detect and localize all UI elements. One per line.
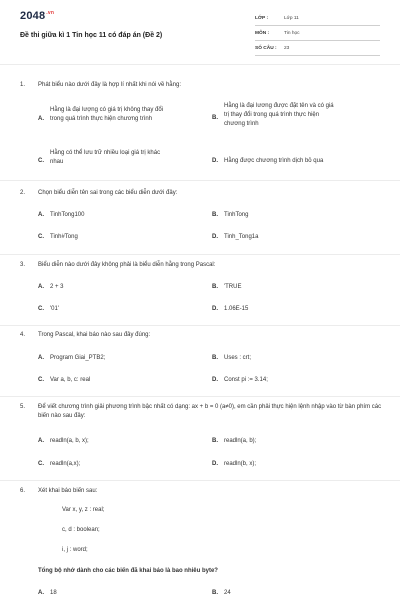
info-value: Tin học <box>284 31 300 36</box>
option-text: readln(b, x); <box>224 461 257 467</box>
info-label: LỚP : <box>255 16 269 21</box>
question-text: Chọn biểu diễn tên sai trong các biểu diễn dưới đây: <box>38 190 178 196</box>
option-letter: B. <box>212 590 218 596</box>
option-letter: D. <box>212 461 218 467</box>
question-number: 4. <box>20 332 26 338</box>
option-text: TinhTong <box>224 212 249 218</box>
option-line: Hằng được chương trình dịch bỏ qua <box>224 158 324 164</box>
option-line: nhau <box>50 159 64 165</box>
option-letter: B. <box>212 355 218 361</box>
question-prompt: Tổng bộ nhớ dành cho các biến đã khai báo là bao nhiêu byte? <box>38 568 218 574</box>
option-line: Hằng có thể lưu trữ nhiều loại giá trị khác <box>50 150 161 156</box>
option-text: 1.06E-15 <box>224 306 249 312</box>
option-letter: C. <box>38 306 44 312</box>
option-letter: D. <box>212 306 218 312</box>
option-text: Program Giai_PTB2; <box>50 355 106 361</box>
info-label: SỐ CÂU : <box>255 46 277 51</box>
page-header <box>0 0 400 64</box>
question-divider <box>0 480 400 481</box>
logo-sub: .vn <box>46 10 55 16</box>
option-letter: A. <box>38 116 44 122</box>
question-text: Để viết chương trình giải phương trình bậc nhất có dạng: ax + b = 0 (a≠0), em cần phải thực hiện lệnh nhập vào từ bàn phím các biến nào sau đây: <box>38 404 382 419</box>
option-letter: C. <box>38 234 44 240</box>
question-number: 5. <box>20 404 26 410</box>
option-letter: D. <box>212 377 218 383</box>
option-letter: A. <box>38 212 44 218</box>
option-letter: C. <box>38 158 44 164</box>
info-row-subject <box>255 26 380 41</box>
option-line: trong quá trình thực hiện chương trình <box>50 116 153 122</box>
option-letter: A. <box>38 590 44 596</box>
question-text: Phát biểu nào dưới đây là hợp lí nhất khi nói về hằng: <box>38 82 181 88</box>
option-letter: B. <box>212 284 218 290</box>
option-letter: A. <box>38 438 44 444</box>
page-title: Đề thi giữa kì 1 Tin học 11 có đáp án (Đề 2) <box>20 32 163 39</box>
info-row-class <box>255 11 380 26</box>
option-text: Var a, b, c: real <box>50 377 91 383</box>
option-line: Hằng là đại lương được đặt tên và có giá <box>224 103 334 109</box>
code-line: c, d : boolean; <box>62 527 100 533</box>
info-value: Lớp 11 <box>284 16 299 21</box>
question-text: Biểu diễn nào dưới đây không phải là biểu diễn hằng trong Pascal: <box>38 262 216 268</box>
info-label: MÔN : <box>255 31 270 36</box>
option-line: Hằng là đại lượng có giá trị không thay đổi <box>50 107 164 113</box>
code-line: i, j : word; <box>62 547 88 553</box>
question-divider <box>0 325 400 326</box>
option-letter: D. <box>212 158 218 164</box>
option-text: 2 + 3 <box>50 284 64 290</box>
option-text: 'TRUE <box>224 284 242 290</box>
option-letter: C. <box>38 461 44 467</box>
header-divider <box>0 64 400 65</box>
question-number: 1. <box>20 82 26 88</box>
info-value: 23 <box>284 46 290 51</box>
question-divider <box>0 254 400 255</box>
option-text: Tinh_Tong1a <box>224 234 259 240</box>
question-divider <box>0 180 400 181</box>
option-letter: B. <box>212 115 218 121</box>
option-letter: A. <box>38 355 44 361</box>
option-line: chương trình <box>224 121 259 127</box>
question-number: 6. <box>20 488 26 494</box>
logo-main: 2048 <box>20 10 46 22</box>
option-text: Const pi := 3.14; <box>224 377 268 383</box>
option-letter: D. <box>212 234 218 240</box>
option-letter: C. <box>38 377 44 383</box>
option-letter: A. <box>38 284 44 290</box>
option-text: readln(a, b); <box>224 438 257 444</box>
site-logo[interactable] <box>20 10 54 22</box>
question-number: 2. <box>20 190 26 196</box>
option-line: trị thay đổi trong quá trình thực hiện <box>224 112 320 118</box>
code-line: Var x, y, z : real; <box>62 507 105 513</box>
option-letter: B. <box>212 212 218 218</box>
info-row-count <box>255 41 380 56</box>
option-text: 18 <box>50 590 57 596</box>
option-text: TinhTong100 <box>50 212 85 218</box>
option-text: readln(a, b, x); <box>50 438 89 444</box>
option-text: '01' <box>50 306 59 312</box>
question-text: Trong Pascal, khai báo nào sau đây đúng: <box>38 332 151 338</box>
option-text: readln(a,x); <box>50 461 81 467</box>
option-letter: B. <box>212 438 218 444</box>
question-number: 3. <box>20 262 26 268</box>
option-text: Tinh#Tong <box>50 234 78 240</box>
option-text: Uses : crt; <box>224 355 252 361</box>
question-text: Xét khai báo biến sau: <box>38 488 98 494</box>
option-text: 24 <box>224 590 231 596</box>
question-divider <box>0 396 400 397</box>
